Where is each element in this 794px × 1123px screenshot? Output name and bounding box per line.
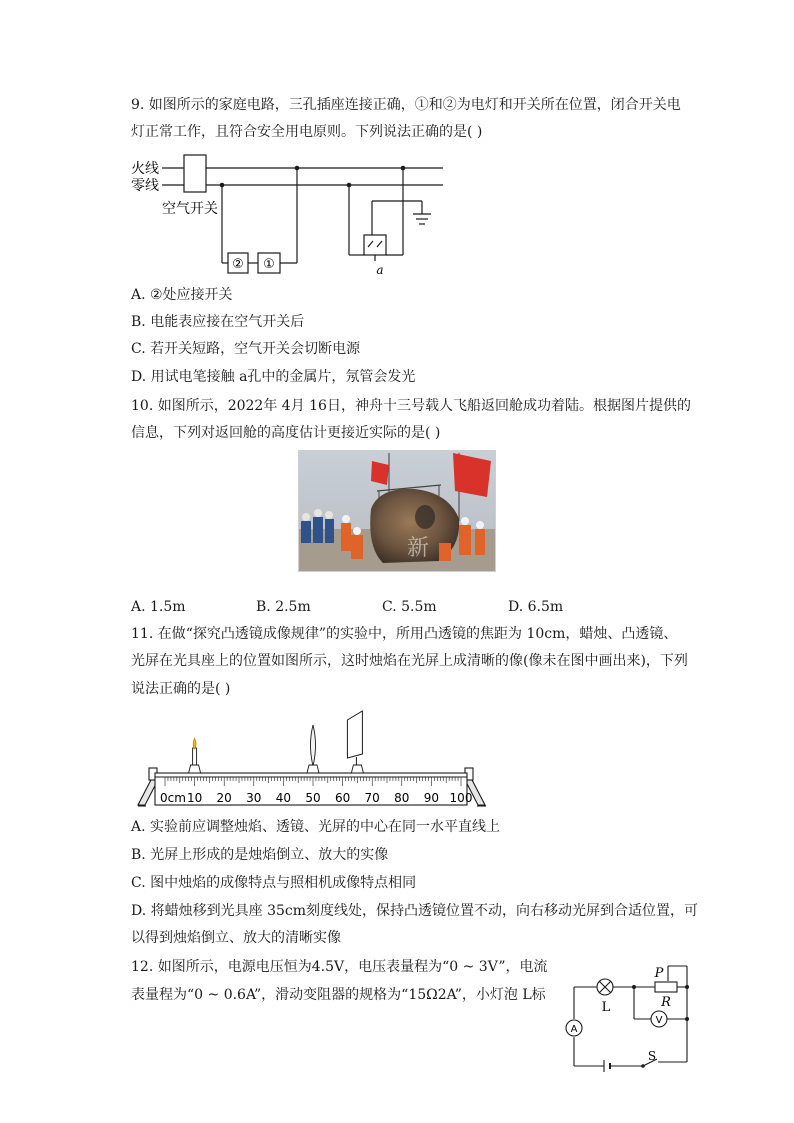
ruler-tick-label: 60 <box>334 791 351 805</box>
q10-option-d[interactable]: D. 6.5m <box>508 599 564 615</box>
ruler-tick-label: 70 <box>364 791 380 805</box>
q9-stem-line2: 灯正常工作，且符合安全用电原则。下列说法正确的是( ) <box>131 124 483 140</box>
q12-stem-line1: 12. 如图所示，电源电压恒为4.5V，电压表量程为“0 ~ 3V”，电流 <box>131 959 548 975</box>
ruler-tick-label: 80 <box>394 791 410 805</box>
q10-option-c[interactable]: C. 5.5m <box>382 599 437 615</box>
q11-option-b[interactable]: B. 光屏上形成的是烛焰倒立、放大的实像 <box>131 847 389 863</box>
q9-stem-line1: 9. 如图所示的家庭电路，三孔插座连接正确，①和②为电灯和开关所在位置，闭合开关电 <box>131 97 681 113</box>
q9-option-b[interactable]: B. 电能表应接在空气开关后 <box>131 314 305 330</box>
ruler-tick-label: 50 <box>305 791 321 805</box>
ruler-tick-label: 40 <box>275 791 292 805</box>
ruler-tick-label: 30 <box>246 791 262 805</box>
q11-stem-line1: 11. 在做“探究凸透镜成像规律”的实验中，所用凸透镜的焦距为 10cm，蜡烛、凸透镜、 <box>131 626 678 642</box>
rheostat-label: R <box>661 995 671 1010</box>
q11-stem-line3: 说法正确的是( ) <box>131 681 231 697</box>
switch-label: S <box>647 1049 657 1063</box>
live-wire-label: 火线 <box>131 161 159 177</box>
q10-stem-line1: 10. 如图所示，2022年 4月 16日，神舟十三号载人飞船返回舱成功着陆。根据图片提供的 <box>131 398 691 414</box>
ruler-tick-label: 10 <box>186 791 203 805</box>
q11-option-d[interactable]: D. 将蜡烛移到光具座 35cm刻度线处，保持凸透镜位置不动，向右移动光屏到合适位置，可 <box>131 903 699 919</box>
q11-option-d-continued: 以得到烛焰倒立、放大的清晰实像 <box>131 930 341 946</box>
neutral-wire-label: 零线 <box>131 178 159 194</box>
q12-stem-line2: 表量程为“0 ~ 0.6A”，滑动变阻器的规格为“15Ω2A”，小灯泡 L标 <box>131 987 546 1003</box>
slider-label: P <box>654 966 664 981</box>
voltmeter-label: V <box>655 1015 663 1026</box>
q10-option-b[interactable]: B. 2.5m <box>256 599 311 615</box>
ruler-tick-label: 90 <box>423 791 440 805</box>
q9-option-d[interactable]: D. 用试电笔接触 a孔中的金属片，氖管会发光 <box>131 369 416 385</box>
q9-option-c[interactable]: C. 若开关短路，空气开关会切断电源 <box>131 341 361 357</box>
lamp-label: L <box>601 1000 611 1015</box>
ammeter-label: A <box>570 1024 578 1035</box>
position-1-label: ① <box>263 257 275 272</box>
q9-option-a[interactable]: A. ②处应接开关 <box>131 287 233 303</box>
position-2-label: ② <box>232 257 244 272</box>
socket-hole-a-label: a <box>376 263 384 277</box>
q11-option-a[interactable]: A. 实验前应调整烛焰、透镜、光屏的中心在同一水平直线上 <box>131 819 501 835</box>
breaker-label: 空气开关 <box>162 201 218 217</box>
ruler-tick-label: 0cm <box>160 791 186 805</box>
q10-option-a[interactable]: A. 1.5m <box>131 599 186 615</box>
photo-watermark: 新 <box>407 536 430 561</box>
q11-stem-line2: 光屏在光具座上的位置如图所示，这时烛焰在光屏上成清晰的像(像未在图中画出来)，下列 <box>131 653 688 669</box>
ruler-tick-label: 20 <box>216 791 232 805</box>
q11-option-c[interactable]: C. 图中烛焰的成像特点与照相机成像特点相同 <box>131 875 417 891</box>
q10-stem-line2: 信息，下列对返回舱的高度估计更接近实际的是( ) <box>131 425 441 441</box>
ruler-tick-label: 100 <box>449 791 473 805</box>
